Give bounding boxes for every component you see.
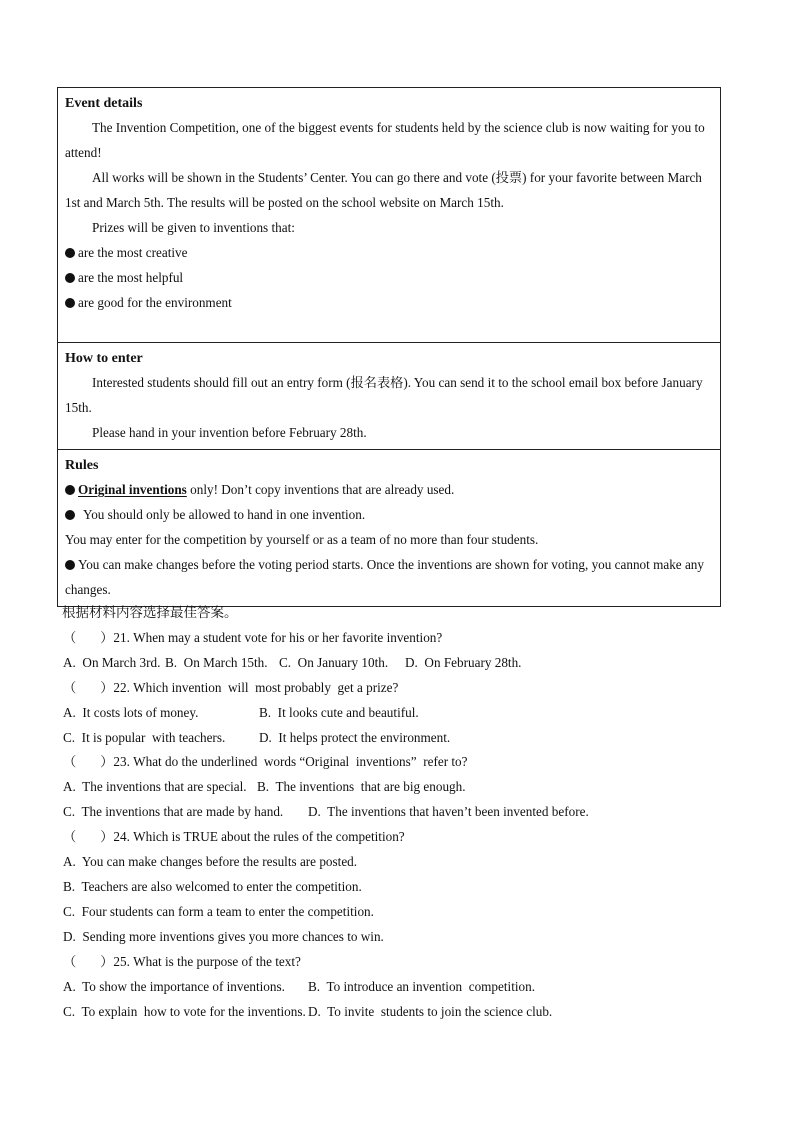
options-row [63, 975, 723, 1000]
answer-option[interactable]: A. To show the importance of inventions. [63, 978, 285, 994]
question-text: 22. Which invention will most probably get a prize? [113, 679, 399, 695]
rules-title: Rules [65, 458, 99, 473]
bullet-dot-icon [65, 510, 75, 520]
question-stem [63, 626, 723, 651]
passage-table [57, 87, 721, 607]
bullet-dot-icon [65, 485, 75, 495]
answer-paren-close: ） [100, 679, 114, 695]
options-row [63, 875, 723, 900]
bullet-dot-icon [65, 560, 75, 570]
event-paragraph-1: The Invention Competition, one of the biggest events for students held by the science club is now waiting for you to attend! [65, 120, 705, 160]
how-to-enter-row [58, 343, 721, 450]
answer-paren-close: ） [100, 953, 114, 969]
options-row [63, 850, 723, 875]
answer-option[interactable]: A. On March 3rd. [63, 654, 161, 670]
event-paragraph-3: Prizes will be given to inventions that: [92, 220, 295, 235]
answer-paren-open: （ [63, 754, 77, 770]
answer-option[interactable]: A. The inventions that are special. [63, 779, 247, 795]
answer-option[interactable]: B. The inventions that are big enough. [257, 779, 466, 795]
answer-option[interactable]: C. To explain how to vote for the inventions. [63, 1003, 306, 1019]
question-text: 25. What is the purpose of the text? [113, 953, 301, 969]
event-details-title: Event details [65, 96, 143, 111]
answer-option[interactable]: B. Teachers are also welcomed to enter the competition. [63, 878, 362, 894]
enter-paragraph-1: Interested students should fill out an entry form (报名表格). You can send it to the school email box before January 15th. [65, 375, 703, 415]
rules-cell [58, 450, 721, 607]
question-text: 21. When may a student vote for his or her favorite invention? [113, 629, 443, 645]
answer-option[interactable]: D. It helps protect the environment. [259, 729, 451, 745]
question-text: 23. What do the underlined words “Original inventions” refer to? [113, 754, 468, 770]
enter-paragraph-2: Please hand in your invention before February 28th. [92, 425, 367, 440]
event-details-row [58, 88, 721, 343]
answer-option[interactable]: B. To introduce an invention competition. [308, 978, 536, 994]
prize-bullet: are good for the environment [65, 290, 713, 315]
answer-option[interactable]: D. On February 28th. [405, 654, 522, 670]
answer-paren-open: （ [63, 829, 77, 845]
answer-option[interactable]: C. On January 10th. [279, 654, 389, 670]
options-row [63, 726, 723, 751]
options-row [63, 900, 723, 925]
how-to-enter-cell [58, 343, 721, 450]
bullet-dot-icon [65, 273, 75, 283]
questions-section [63, 601, 723, 1024]
options-row [63, 775, 723, 800]
answer-option[interactable]: B. On March 15th. [165, 654, 268, 670]
answer-option[interactable]: D. The inventions that haven’t been invented before. [308, 804, 589, 820]
bullet-dot-icon [65, 298, 75, 308]
answer-paren-open: （ [63, 679, 77, 695]
answer-option[interactable]: A. You can make changes before the results are posted. [63, 854, 358, 870]
prize-bullet: are the most helpful [65, 265, 713, 290]
prize-bullet: are the most creative [65, 240, 713, 265]
answer-option[interactable]: C. It is popular with teachers. [63, 729, 226, 745]
answer-paren-close: ） [100, 829, 114, 845]
question-stem [63, 950, 723, 975]
instruction-text: 根据材料内容选择最佳答案。 [62, 605, 238, 621]
answer-option[interactable]: D. Sending more inventions gives you more chances to win. [63, 928, 384, 944]
question-stem [63, 825, 723, 850]
question-stem [63, 676, 723, 701]
answer-option[interactable]: C. The inventions that are made by hand. [63, 804, 284, 820]
answer-paren-open: （ [63, 629, 77, 645]
options-row [63, 701, 723, 726]
rule-1: Original inventions only! Don’t copy inventions that are already used. [65, 477, 713, 502]
rules-row [58, 450, 721, 607]
answer-option[interactable]: C. Four students can form a team to enter the competition. [63, 903, 374, 919]
bullet-dot-icon [65, 248, 75, 258]
answer-paren-open: （ [63, 953, 77, 969]
answer-paren-close: ） [100, 754, 114, 770]
answer-option[interactable]: A. It costs lots of money. [63, 704, 199, 720]
underlined-words: Original inventions [78, 482, 187, 497]
answer-option[interactable]: D. To invite students to join the science club. [308, 1003, 553, 1019]
how-to-enter-title: How to enter [65, 351, 143, 366]
rule-2: You should only be allowed to hand in one invention. [65, 502, 713, 527]
options-row [63, 800, 723, 825]
question-stem [63, 750, 723, 775]
event-paragraph-2: All works will be shown in the Students’ Center. You can go there and vote (投票) for your favorite between March 1st and March 5th. The results will be posted on the school website on March 15th. [65, 170, 702, 210]
options-row [63, 651, 723, 676]
options-row [63, 925, 723, 950]
event-details-cell [58, 88, 721, 343]
rule-4: You can make changes before the voting period starts. Once the inventions are shown for voting, you cannot make any changes. [65, 557, 704, 597]
answer-paren-close: ） [100, 629, 114, 645]
question-text: 24. Which is TRUE about the rules of the competition? [113, 829, 405, 845]
answer-option[interactable]: B. It looks cute and beautiful. [259, 704, 419, 720]
rule-3: You may enter for the competition by yourself or as a team of no more than four students. [65, 532, 539, 547]
question-list [63, 626, 723, 1025]
options-row [63, 1000, 723, 1025]
